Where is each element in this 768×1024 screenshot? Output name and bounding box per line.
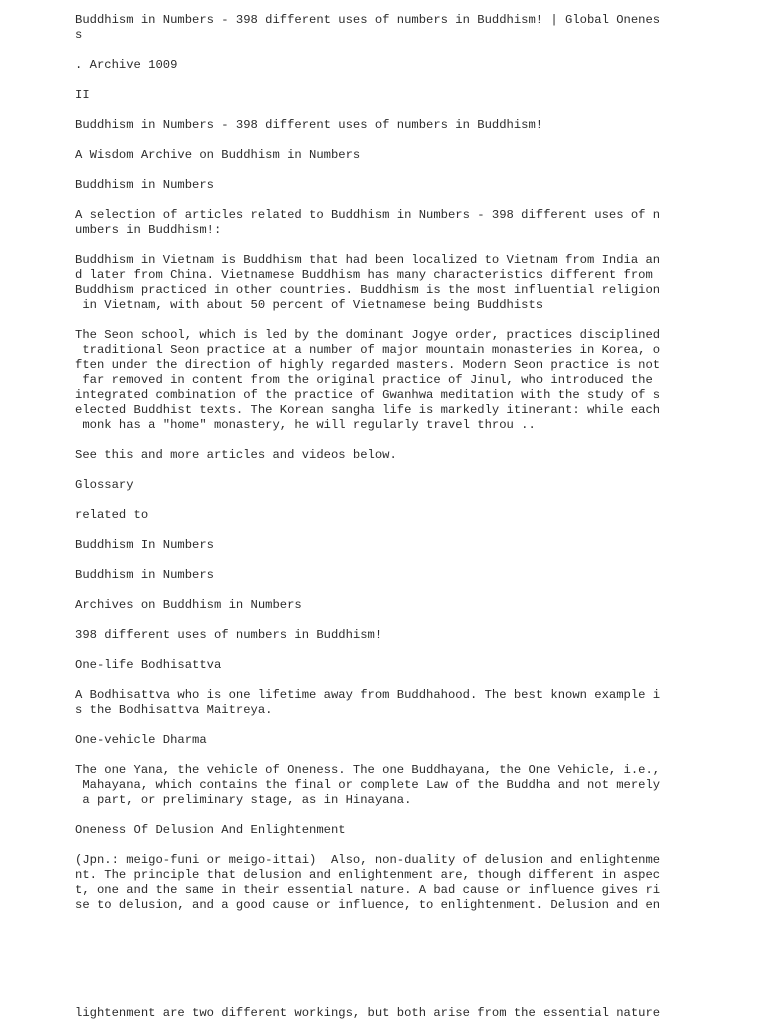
glossary-term-one-life-bodhisattva: One-life Bodhisattva — [75, 658, 222, 672]
see-more-text: See this and more articles and videos below. — [75, 448, 397, 462]
glossary-definition-oneness-of-delusion: (Jpn.: meigo-funi or meigo-ittai) Also, non-duality of delusion and enlightenme nt. The principle that delusion and enlightenment are, though different in aspec t, one and the same in their essential nature. A bad cause or influence gives ri se to delusion, and a good cause or influence, to enlightenment. Delusion and en — [75, 853, 661, 912]
glossary-definition-one-life-bodhisattva: A Bodhisattva who is one lifetime away from Buddhahood. The best known example i s the Bodhisattva Maitreya. — [75, 688, 661, 717]
article-vietnam-excerpt: Buddhism in Vietnam is Buddhism that had been localized to Vietnam from India an d later from China. Vietnamese Buddhism has many characteristics different from Buddhism practiced in other countries. Buddhism is the most influential religion in Vietnam, with about 50 percent of Vietnamese being Buddhists — [75, 253, 661, 312]
archive-number: . Archive 1009 — [75, 58, 178, 72]
uses-label: 398 different uses of numbers in Buddhism! — [75, 628, 383, 642]
section-marker: II — [75, 88, 90, 102]
page-title: Buddhism in Numbers - 398 different uses of numbers in Buddhism! | Global Onenes s — [75, 13, 661, 42]
article-heading: Buddhism in Numbers - 398 different uses of numbers in Buddhism! — [75, 118, 544, 132]
related-topic-2: Buddhism in Numbers — [75, 568, 214, 582]
related-topic-1: Buddhism In Numbers — [75, 538, 214, 552]
topic-label: Buddhism in Numbers — [75, 178, 214, 192]
glossary-heading: Glossary — [75, 478, 134, 492]
glossary-term-oneness-of-delusion: Oneness Of Delusion And Enlightenment — [75, 823, 346, 837]
archives-label: Archives on Buddhism in Numbers — [75, 598, 302, 612]
glossary-definition-continued: lightenment are two different workings, but both arise from the essential nature — [75, 1006, 661, 1020]
glossary-definition-one-vehicle-dharma: The one Yana, the vehicle of Oneness. The one Buddhayana, the One Vehicle, i.e., Mahayana, which contains the final or complete Law of the Buddha and not merely a part, or preliminary stage, as in Hinayana. — [75, 763, 661, 807]
selection-intro: A selection of articles related to Buddhism in Numbers - 398 different uses of n umbers in Buddhism!: — [75, 208, 661, 237]
archive-subheading: A Wisdom Archive on Buddhism in Numbers — [75, 148, 361, 162]
glossary-term-one-vehicle-dharma: One-vehicle Dharma — [75, 733, 207, 747]
article-seon-excerpt: The Seon school, which is led by the dominant Jogye order, practices disciplined traditional Seon practice at a number of major mountain monasteries in Korea, o ften under the direction of highly regarded masters. Modern Seon practice is not far removed in content from the original practice of Jinul, who introduced the integrated combination of the practice of Gwanhwa meditation with the study of s elected Buddhist texts. The Korean sangha life is markedly itinerant: while each monk has a "home" monastery, he will regularly travel throu .. — [75, 328, 661, 432]
document-body — [75, 13, 675, 928]
related-to-label: related to — [75, 508, 149, 522]
